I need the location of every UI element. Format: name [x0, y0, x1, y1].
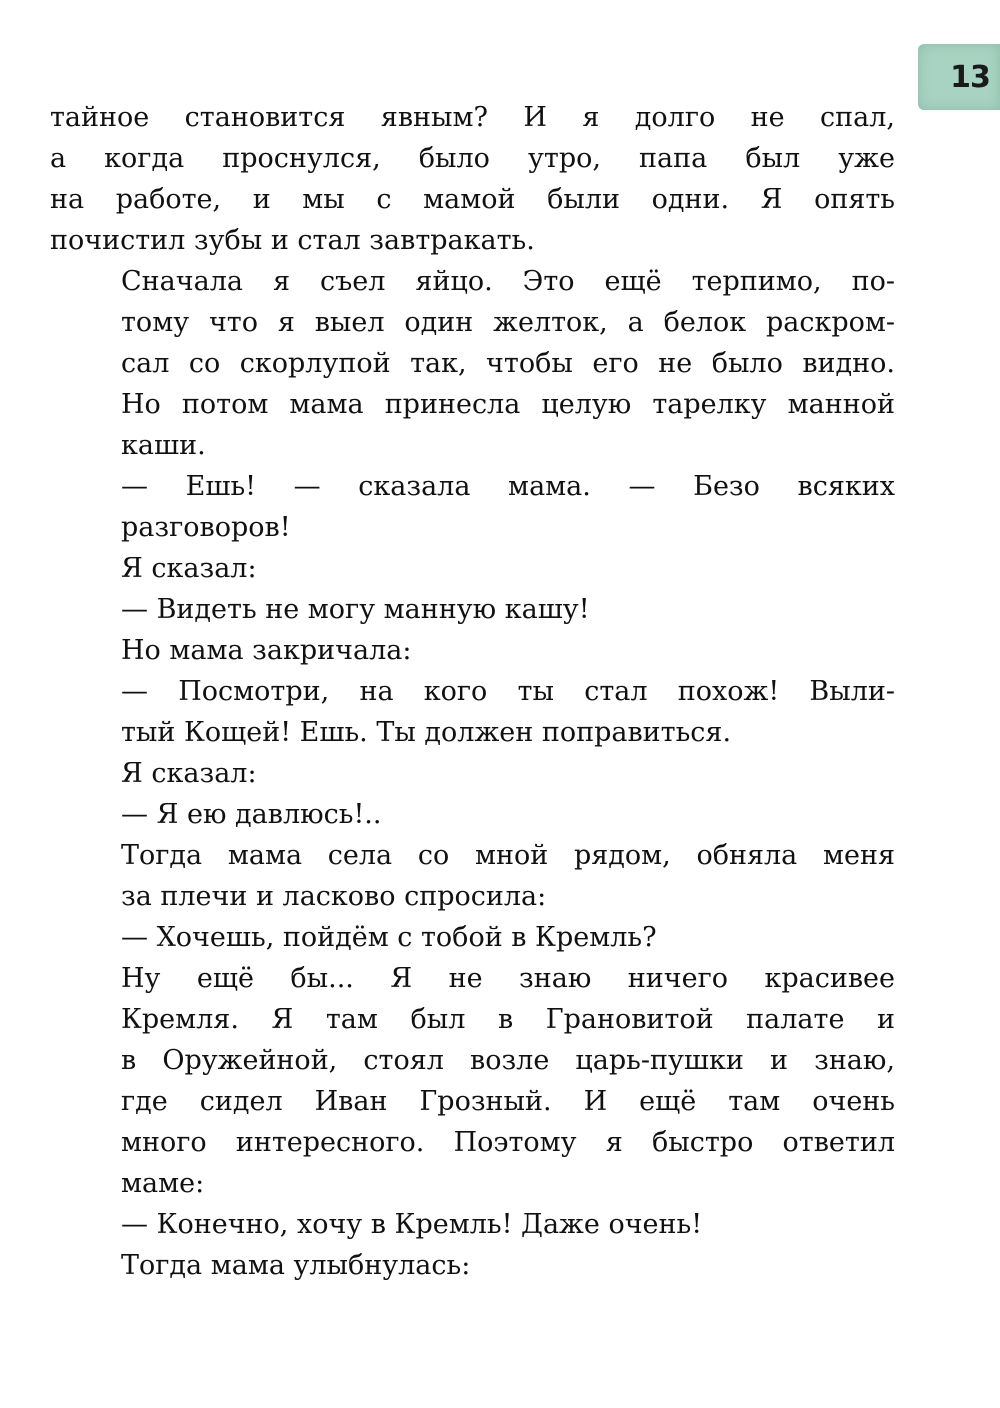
- page-number: 13: [950, 59, 990, 95]
- paragraph: [50, 97, 895, 261]
- text-line: тый Кощей! Ешь. Ты должен поправиться.: [121, 717, 732, 748]
- paragraph: [50, 835, 895, 917]
- text-line: а когда проснулся, было утро, папа был уже: [50, 143, 895, 174]
- text-line: Сначала я съел яйцо. Это ещё терпимо, по-: [121, 266, 895, 297]
- text-line: Но мама закричала:: [121, 635, 412, 666]
- text-line: в Оружейной, стоял возле царь-пушки и знаю,: [121, 1045, 895, 1076]
- paragraph: [50, 589, 895, 630]
- paragraph: [50, 671, 895, 753]
- paragraph: [50, 466, 895, 548]
- text-line: каши.: [121, 430, 206, 461]
- paragraph: [50, 753, 895, 794]
- paragraph: [50, 1245, 895, 1286]
- text-line: почистил зубы и стал завтракать.: [50, 225, 535, 256]
- text-line: Но потом мама принесла целую тарелку манной: [121, 389, 895, 420]
- text-line: где сидел Иван Грозный. И ещё там очень: [121, 1086, 895, 1117]
- text-line: — Хочешь, пойдём с тобой в Кремль?: [121, 922, 657, 953]
- text-line: — Видеть не могу манную кашу!: [121, 594, 590, 625]
- text-line: маме:: [121, 1168, 205, 1199]
- story-text: [50, 97, 895, 1286]
- page-number-tab: [918, 44, 1000, 110]
- text-line: тому что я выел один желток, а белок раскром-: [121, 307, 895, 338]
- text-line: — Конечно, хочу в Кремль! Даже очень!: [121, 1209, 703, 1240]
- text-line: — Посмотри, на кого ты стал похож! Выли-: [121, 676, 895, 707]
- text-line: Я сказал:: [121, 553, 257, 584]
- text-line: тайное становится явным? И я долго не спал,: [50, 102, 895, 133]
- text-line: Кремля. Я там был в Грановитой палате и: [121, 1004, 895, 1035]
- text-line: разговоров!: [121, 512, 291, 543]
- text-line: много интересного. Поэтому я быстро ответил: [121, 1127, 895, 1158]
- text-line: — Ешь! — сказала мама. — Безо всяких: [121, 471, 895, 502]
- text-line: на работе, и мы с мамой были одни. Я опять: [50, 184, 895, 215]
- paragraph: [50, 548, 895, 589]
- text-line: Тогда мама улыбнулась:: [121, 1250, 471, 1281]
- text-line: сал со скорлупой так, чтобы его не было видно.: [121, 348, 895, 379]
- text-line: за плечи и ласково спросила:: [121, 881, 547, 912]
- paragraph: [50, 958, 895, 1204]
- text-line: Тогда мама села со мной рядом, обняла меня: [121, 840, 895, 871]
- paragraph: [50, 630, 895, 671]
- text-line: Я сказал:: [121, 758, 257, 789]
- paragraph: [50, 917, 895, 958]
- paragraph: [50, 1204, 895, 1245]
- text-line: Ну ещё бы... Я не знаю ничего красивее: [121, 963, 895, 994]
- paragraph: [50, 261, 895, 466]
- paragraph: [50, 794, 895, 835]
- text-line: — Я ею давлюсь!..: [121, 799, 382, 830]
